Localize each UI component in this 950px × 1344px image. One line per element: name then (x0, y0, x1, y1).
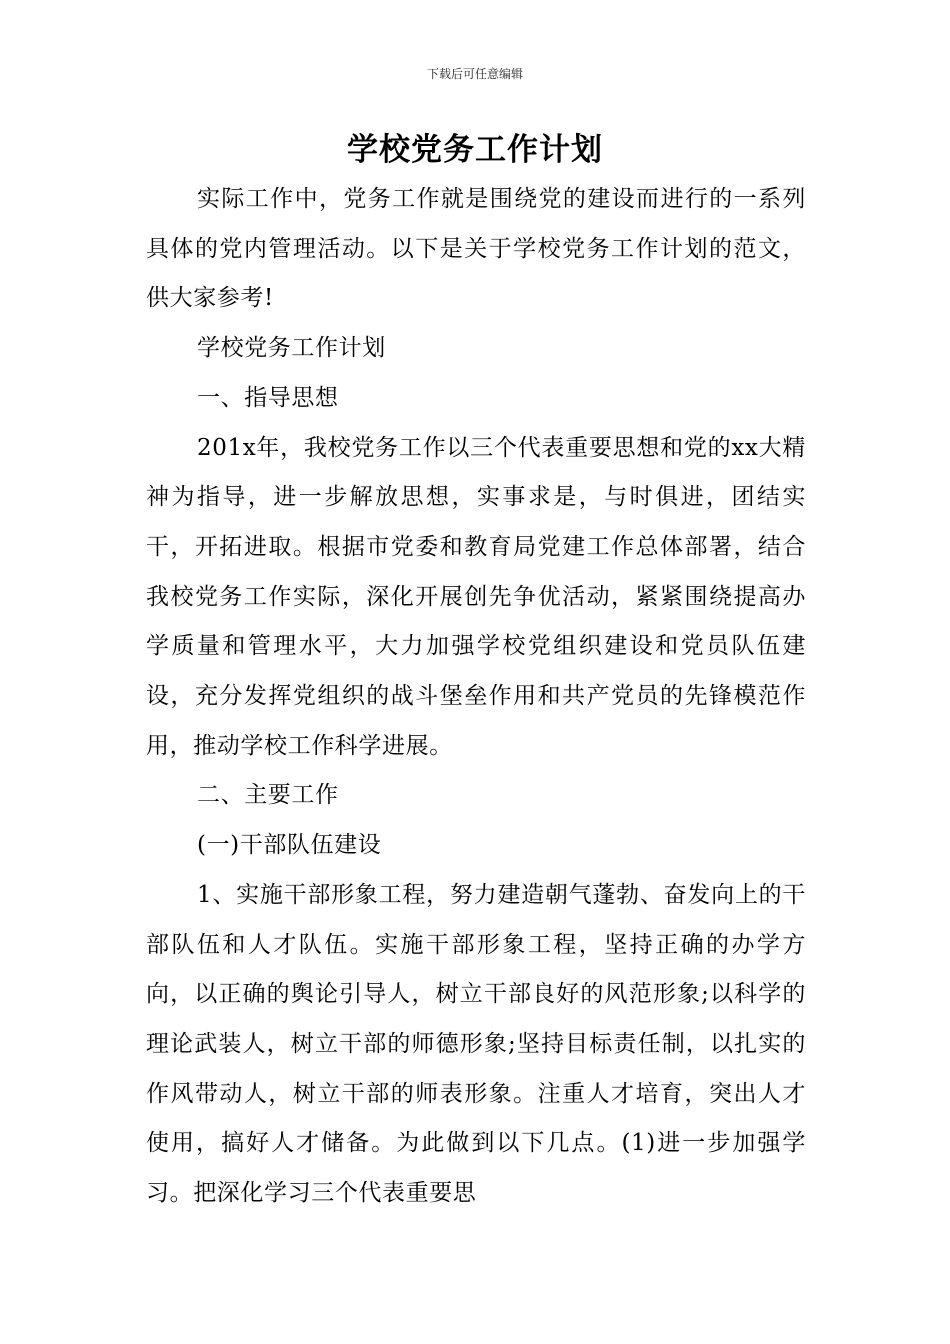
document-title: 学校党务工作计划 (347, 132, 603, 168)
header-note: 下载后可任意编辑 (426, 67, 523, 81)
intro-paragraph: 实际工作中，党务工作就是围绕党的建设而进行的一系列具体的党内管理活动。以下是关于学校党务工作计划的范文，供大家参考! (146, 186, 806, 312)
guiding-ideology-paragraph: 201x年，我校党务工作以三个代表重要思想和党的xx大精神为指导，进一步解放思想，实事求是，与时俱进，团结实干，开拓进取。根据市党委和教育局党建工作总体部署，结合我校党务工作实际，深化开展创先争优活动，紧紧围绕提高办学质量和管理水平，大力加强学校党组织建设和党员队伍建设，充分发挥党组织的战斗堡垒作用和共产党员的先锋模范作用，推动学校工作科学进展。 (146, 434, 806, 759)
cadre-team-paragraph: 1、实施干部形象工程，努力建造朝气蓬勃、奋发向上的干部队伍和人才队伍。实施干部形象工程，坚持正确的办学方向，以正确的舆论引导人，树立干部良好的风范形象;以科学的理论武装人，树立干部的师德形象;坚持目标责任制，以扎实的作风带动人，树立干部的师表形象。注重人才培育，突出人才使用，搞好人才储备。为此做到以下几点。(1)进一步加强学习。把深化学习三个代表重要思 (146, 881, 806, 1207)
subsection-heading-cadre-team: (一)干部队伍建设 (197, 832, 382, 859)
section-heading-main-work: 二、主要工作 (197, 782, 339, 809)
document-body (146, 175, 806, 1219)
section-heading-guiding-ideology: 一、指导思想 (197, 384, 339, 411)
section-subtitle: 学校党务工作计划 (197, 335, 386, 362)
